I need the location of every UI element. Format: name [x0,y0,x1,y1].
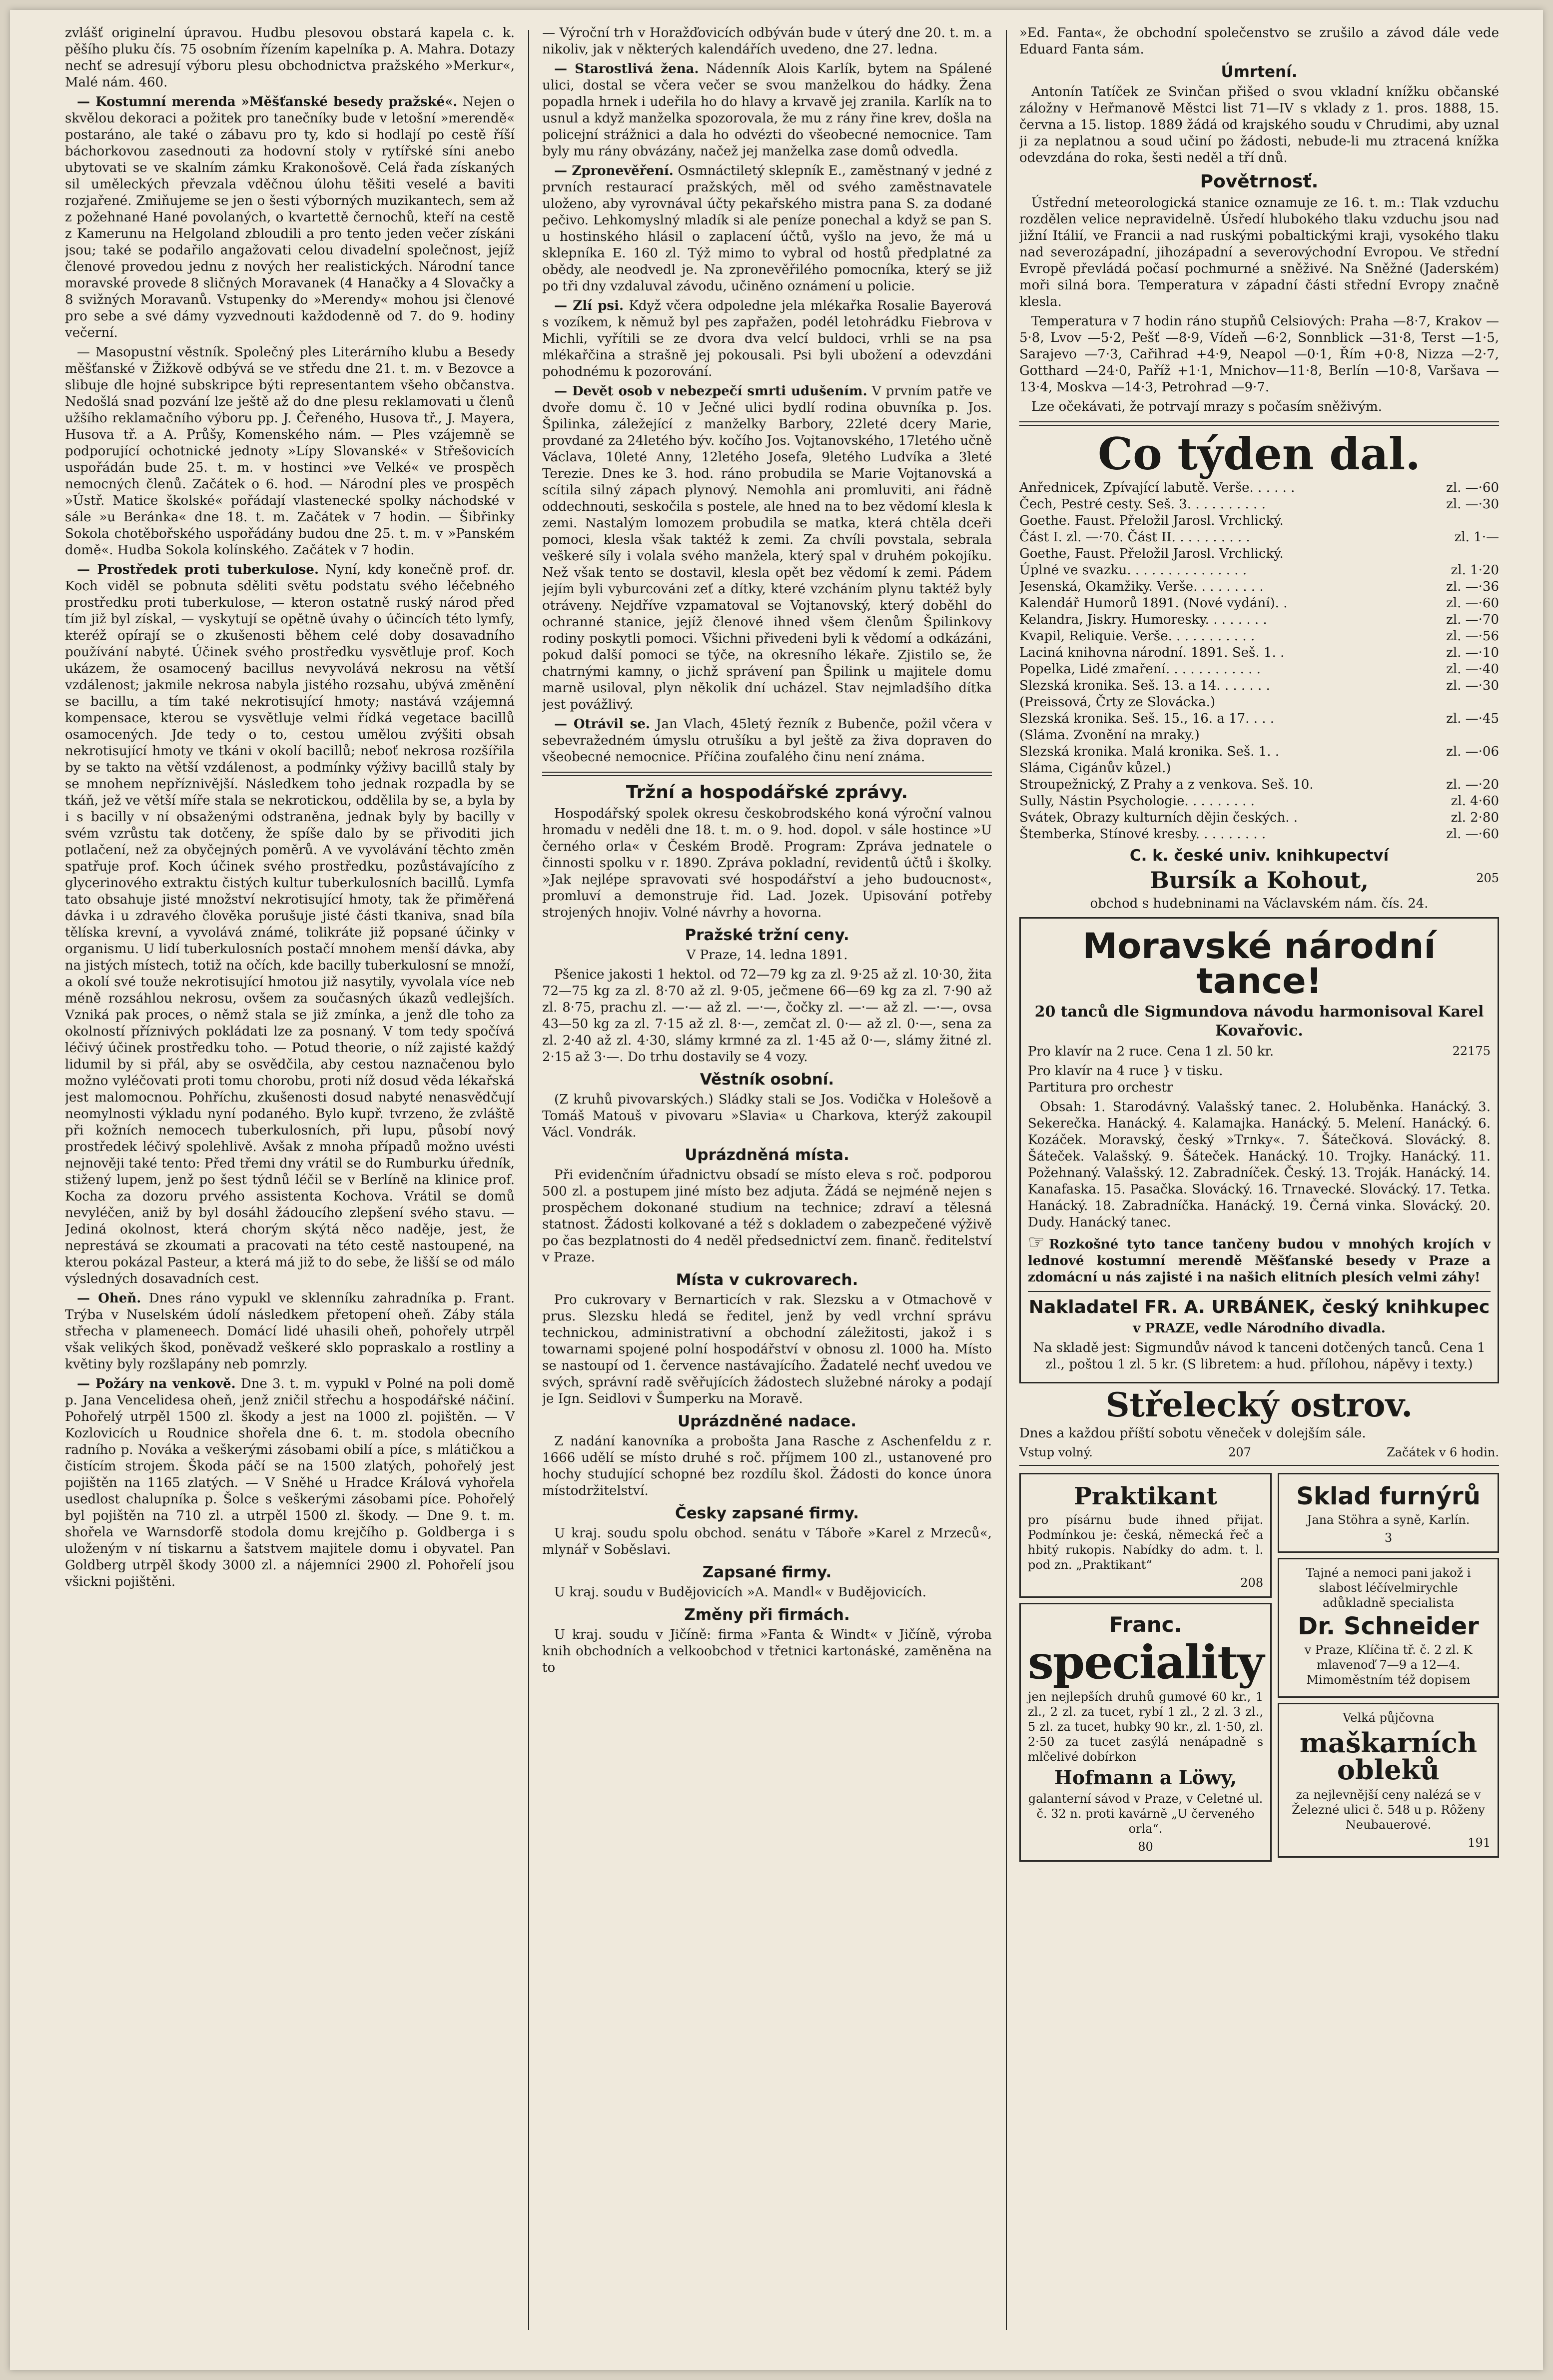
article-title: — Zlí psi. [554,298,624,313]
book-price: zl. —·56 [1446,629,1499,644]
book-price [1424,546,1499,562]
book-list-row [1019,793,1499,810]
book-list-row [1019,694,1499,711]
book-title: Anřednicek, Zpívající labutě. Verše. . . . . . [1019,480,1295,495]
book-list-row [1019,529,1499,546]
ad-heading: Praktikant [1073,1482,1218,1510]
ad-text: Pro klavír na 2 ruce. Cena 1 zl. 50 kr. [1028,1044,1274,1059]
book-list-row [1019,826,1499,843]
publisher-address: v PRAZE, vedle Národního divadla. [1133,1321,1386,1336]
article-text: Ústřední meteorologická stanice oznamuje ze 16. t. m.: Tlak vzduchu rozdělen velice nepravidelně. Úsředí hlubokého tlaku vzduchu jsou nad jižní Itálií, ve Francii a nad ruskými pobaltickými kraji, vysokého tlaku nad severozápadní, jihozápadní a severovýchodní Evropou. Ve střední Evropě převládá počasí pochmurné a sněživé. Na Sněžné (Jaderském) moři silná bora. Temperatura v západní části střední Evropy značně klesla. [1019,195,1499,309]
ad-text: Pro klavír na 4 ruce } v tisku. [1028,1064,1223,1079]
ad-subheading: 20 tanců dle Sigmundova návodu harmonisoval Karel Kovařovic. [1034,1003,1484,1040]
book-title: Sully, Nástin Psychologie. . . . . . . . . [1019,794,1255,809]
book-title: Svátek, Obrazy kulturních dějin českých. . [1019,810,1298,825]
book-list-row [1019,661,1499,678]
section-heading: Tržní a hospodářské zprávy. [626,782,908,803]
book-list-row [1019,579,1499,595]
article-text: U kraj. soudu v Budějovicích »A. Mandl« v Budějovicích. [554,1585,927,1600]
column-1 [65,25,515,2340]
column-2 [542,25,992,2340]
book-list-row [1019,711,1499,727]
ad-text: Jana Stöhra a syně, Karlín. [1307,1513,1470,1527]
ad-heading: Střelecký ostrov. [1105,1385,1413,1424]
article-text: Při evidenčním úřadnictvu obsadí se místo eleva s roč. podporou 500 zl. a postupem jiné místo bez adjuta. Žádá se nejméně nejen s prospěchem dokonané studium na technice; zdraví a tělesná statnost. Žádosti kolkované a též s dokladem o zabezpečené výživě po čas bezplatnosti do 4 neděl předsednictví zem. finanč. ředitelství v Praze. [542,1168,992,1265]
ad-text: Rozkošné tyto tance tančeny budou v mnohých krojích v lednové kostumní merendě Měšťanské besedy v Praze a zdomácní u nás zajisté i na našich elitních plesích velmi záhy! [1028,1237,1491,1285]
book-price: zl. —·60 [1446,480,1499,495]
book-title: Štemberka, Stínové kresby. . . . . . . . . [1019,827,1266,842]
ad-text: Na skladě jest: Sigmundův návod k tanceni dotčených tanců. Cena 1 zl., poštou 1 zl. 5 kr. (S libretem: a hud. přílohou, nápěvy i texty.) [1033,1340,1486,1372]
book-list-row [1019,645,1499,661]
ad-number: 80 [1138,1840,1153,1854]
article-title: — Starostlivá žena. [554,61,699,76]
section-heading: Úmrtení. [1221,63,1298,81]
book-price: zl. —·30 [1446,678,1499,693]
section-divider [1019,421,1499,426]
firm-name: Hofmann a Löwy, [1054,1766,1237,1789]
section-heading: Místa v cukrovarech. [676,1271,858,1289]
book-list-row [1019,777,1499,793]
book-price: zl. —·36 [1446,579,1499,594]
section-heading: Povětrnosť. [1200,171,1319,192]
book-list [1019,480,1499,843]
book-list-row [1019,810,1499,826]
book-list-row [1019,678,1499,694]
article-text: U kraj. soudu spolu obchod. senátu v Táboře »Karel z Mrzeců«, mlynář v Soběslavi. [542,1526,992,1557]
book-title: Goethe, Faust. Přeložil Jarosl. Vrchlický. [1019,546,1284,561]
column-rule [1006,30,1007,2330]
book-title: (Preissová, Črty ze Slovácka.) [1019,695,1216,710]
book-title: Čech, Pestré cesty. Seš. 3. . . . . . . . . . [1019,497,1266,512]
book-title: Stroupežnický, Z Prahy a z venkova. Seš. 10. [1019,777,1314,792]
ad-text: Tajné a nemoci pani jakož i slabost léčívelmirychle adůkladně specialista [1306,1566,1471,1610]
book-price: zl. —·10 [1446,645,1499,660]
book-list-row [1019,546,1499,562]
section-heading: Uprázdněné nadace. [677,1412,857,1430]
book-price: zl. 4·60 [1451,794,1499,809]
section-heading: Pražské tržní ceny. [685,926,849,944]
book-list-row [1019,480,1499,496]
book-title: Úplné ve svazku. . . . . . . . . . . . . . . [1019,563,1247,578]
pointing-hand-icon: ☞ [1028,1231,1045,1253]
ad-heading: speciality [1028,1635,1264,1689]
article-text: Osmnáctiletý sklepník E., zaměstnaný v jedné z prvních restaurací pražských, měl od svého zaměstnavatele uloženo, aby vyrovnával účty pekařského mistra pana S. za dodané pečivo. Lehkomyslný mladík si ale peníze ponechal a když se pan S. u hostinského hlásil o zaplacení účtů, vyšlo na jevo, že má u sklepníka E. 160 zl. Týž mimo to vybral od hostů předplatné za obědy, ale neodvedl je. Na zpronevěřilého pomocníka, který se již po tři dny vzdaluval závodu, učiněno oznámení u policie. [542,163,992,294]
article-text: Antonín Tatíček ze Svinčan přišed o svou vkladní knížku občanské záložny v Heřmanově Městci list 71—IV s vklady z 1. pros. 1888, 15. června a 15. listop. 1889 žádá od krajského soudu v Chrudimi, aby uznal ji za neplatnou a soud učiní po žádosti, nebude-li mu ztracená knížka odevzdána do roka, šesti neděl a tří dnů. [1019,84,1499,165]
article-text: V prvním patře ve dvoře domu č. 10 v Ječné ulici bydlí rodina obuvníka p. Jos. Špilinka, záležející z manželky Barbory, 22leté dcery Marie, provdané za 24letého býv. kočího Jos. Vojtanovského, 17letého učně Václava, 10leté Anny, 12letého Josefa, 9letého Ludvíka a 3leté Terezie. Dnes ke 3. hod. ráno probudila se Marie Vojtanovská a scítila silný zápach plynový. Nemohla ani promluviti, ani řádně oddechnouti, seskočila s postele, ale hned na to bez vědomí klesla k zemi. Nastalým lomozem probudila se matka, která chtěla dceři pomoci, klesla však taktéž k zemi. Za chvíli povstala, sebrala veškeré síly i volala svého manžela, který spal v druhém pokojíku. Než však tento se dostavil, klesla opět bez vědomí k zemi. Pádem jejím byli vyburcováni zeť a dítky, které vzcháním plynu taktéž byly otráveny. Nejdříve vzpamatoval se Vojtanovský, který doběhl do ochranné stanice, jejíž členové ihned všem členům Špilinkovy rodiny poskytli pomoci. Všichni přivedeni byli k vědomí a odkázáni, pokud další pomoci se týče, na okresního lékaře. Zjistilo se, že chatrnými kamny, o jichž správení pan Špilink u majitele domu marně usiloval, plyn několik dní ucházel. Stav nejmladšího dítka jest povážlivý. [542,384,992,712]
book-title: Slezská kronika. Seš. 13. a 14. . . . . . . [1019,678,1270,693]
ad-heading: Moravské národní tance! [1082,926,1436,1002]
book-title: Kvapil, Reliquie. Verše. . . . . . . . . . . [1019,629,1255,644]
publisher-name: Nakladatel FR. A. URBÁNEK, český knihkupec [1028,1297,1490,1317]
ad-text: Obsah: 1. Starodávný. Valašský tanec. 2. Holuběnka. Hanácký. 3. Sekerečka. Hanácký. 4. Kalamajka. Hanácký. 5. Melení. Hanácký. 6. Kozáček. Moravský, český »Trnky«. 7. Šátečková. Slovácký. 8. Šáteček. Valašský. 9. Šáteček. Hanácký. 10. Trojky. Hanácký. 11. Požehnaný. Valašský. 12. Zabradníček. Český. 13. Troják. Hanácký. 14. Kanafaska. 15. Pasačka. Slovácký. 16. Trnavecké. Slovácký. 17. Tetka. Hanácký. 18. Zabradníčka. Hanácký. 19. Černá vinka. Slovácký. 20. Dudy. Hanácký tanec. [1028,1100,1491,1230]
article-text: — Výroční trh v Horažďovicích odbýván bude v úterý dne 20. t. m. a nikoliv, jak v některých kalendářích uvedeno, dne 27. ledna. [542,25,992,57]
article-text: Temperatura v 7 hodin ráno stupňů Celsiových: Praha —8·7, Krakov —5·8, Lvov —5·2, Pešť —8·9, Vídeň —6·2, Sonnblick —31·8, Terst —1·5, Sarajevo —7·3, Cařihrad +4·9, Neapol —0·1, Řím +0·8, Nizza —2·7, Gotthard —24·0, Paříž +1·1, Mnichov—11·8, Berlín —10·8, Varšava —13·4, Moskva —14·3, Petrohrad —9·7. [1019,314,1499,395]
divider [1028,1291,1491,1292]
book-price [1424,727,1499,744]
book-title: Popelka, Lidé zmaření. . . . . . . . . . . . [1019,662,1261,677]
ad-text: Dnes a každou příští sobotu věneček v dolejším sále. [1019,1426,1366,1441]
section-heading: Uprázdněná místa. [685,1146,849,1164]
book-list-row [1019,760,1499,777]
article-text: Nejen o skvělou dekoraci a požitek pro tanečníky bude v letošní »merendě« postaráno, ale také o zábavu pro ty, kdo si hodlají po cestě říší báchorkovou zasednouti za hodovní stoly v rytířské síni anebo ubytovati se ve skalním zámku Krakonošově. Celá řada získaných sil uměleckých převzala vděčnou úlohu těšiti veselé a baviti rozjařené. Zmiňujeme se jen o šesti výborných muzikantech, sem až z požehnané Hané povolaných, o kvartettě černochů, kteří na cestě z Kamerunu na Helgoland zbloudili a pro tento jeden večer získáni jsou; také se podařilo angažovati celou divadelní společnost, jejíž členové provedou jednu z nových her realistických. Národní tance moravské provede 8 sličných Moravanek (4 Hanačky a 4 Slovačky a 8 svižných Moravanů. Vstupenky do »Merendy« mohou jsi členové pro sebe a své dámy vyzvednouti každodenně od 7. do 9. hodiny večerní. [65,94,515,340]
ad-text: Partitura pro orchestr [1028,1080,1173,1095]
article-text: U kraj. soudu v Jičíně: firma »Fanta & Windt« v Jičíně, výroba knih obchodních a velkoobchod v třetnici kartonáské, zaměněna na to [542,1627,992,1675]
section-divider [542,772,992,776]
ad-heading: maškarních obleků [1299,1727,1478,1786]
article-text: Pšenice jakosti 1 hektol. od 72—79 kg za zl. 9·25 až zl. 10·30, žita 72—75 kg za zl. 8·70 až zl. 9·05, ječmene 66—69 kg za zl. 7·90 až zl. 8·75, prachu zl. —·— až zl. —·—, čočky zl. —·— až zl. —·—, ovsa 43—50 kg za zl. 7·15 až zl. 8·—, zemčat zl. 0·— až zl. 0·—, sena za zl. 2·40 až zl. 4·30, slámy krmné za zl. 1·45 až 0·—, slámy žitné zl. 2·15 až 3·—. Do trhu dostavily se 4 vozy. [542,967,992,1065]
bookshop-title: C. k. české univ. knihkupectví [1129,847,1389,865]
ad-number: 205 [1476,871,1499,885]
article-title: — Požáry na venkově. [77,1376,236,1391]
ad-text: v Praze, Klíčina tř. č. 2 zl. K mlavenoď 7—9 a 12—4. Mimoměstním též dopisem [1304,1643,1473,1687]
book-title: Kalendář Humorů 1891. (Nové vydání). . [1019,596,1288,611]
book-title: Jesenská, Okamžiky. Verše. . . . . . . . . [1019,579,1264,594]
book-price: zl. —·40 [1446,662,1499,677]
book-price [1424,760,1499,777]
article-text: »Ed. Fanta«, že obchodní společenstvo se zrušilo a závod dále vede Eduard Fanta sám. [1019,25,1499,57]
bookshop-name: Bursík a Kohout, [1149,867,1369,894]
book-list-row [1019,727,1499,744]
book-title: Slezská kronika. Seš. 15., 16. a 17. . . . [1019,711,1275,726]
book-price: zl. 1·— [1454,530,1499,545]
article-title: — Otrávil se. [554,717,650,732]
ad-text: jen nejlepších druhů gumové 60 kr., 1 zl., 2 zl. za tucet, rybí 1 zl., 2 zl. 3 zl., 5 zl. za tucet, hubky 90 kr., zl. 1·50, zl. 2·50 za tucet zasýlá nenápadně s mlčelivé dobírkon [1028,1690,1264,1764]
article-text: Když včera odpoledne jela mlékařka Rosalie Bayerová s vozíkem, k němuž byl pes zapřažen, podél letohrádku Fiebrova v Michli, vyřítili se ze dvora dva velcí buldoci, vrhli se na psa mlékařčina a strašně jej pokousali. Psi byli ubožení a odevzdáni pohodnému k pozorování. [542,298,992,379]
book-list-row [1019,562,1499,579]
article-title: — Kostumní merenda »Měšťanské besedy pražské«. [77,94,458,109]
book-list-row [1019,496,1499,513]
ad-text: galanterní sávod v Praze, v Celetné ul. č. 32 n. proti kavárně „U červeného orla“. [1028,1792,1263,1836]
article-text: (Z kruhů pivovarských.) Sládky stali se Jos. Vodička v Holešově a Tomáš Matouš v pivovaru »Slavia« u Charkova, kterýž zakoupil Václ. Vondrák. [542,1092,992,1140]
section-heading: Změny při firmách. [684,1606,850,1624]
book-list-row [1019,513,1499,529]
article-text: Jan Vlach, 45letý řezník z Bubenče, požil včera v sebevražedném úmyslu otrušíku a byl ještě za živa dopraven do všeobecné nemocnice. Příčina zoufalého činu není známa. [542,717,992,765]
book-price [1424,694,1499,711]
newspaper-page [10,10,1543,2370]
book-title: Goethe. Faust. Přeložil Jarosl. Vrchlický. [1019,513,1284,528]
article-text: Nádenník Alois Karlík, bytem na Spálené ulici, dostal se včera večer se svou manželkou do hádky. Žena popadla hrnek i udeřila ho do hlavy a krvavě jej zranila. Karlík na to usnul a když manželka spozorovala, že mu z rány řine krev, došla na policejní strážnici a dala ho odvézti do všeobecné nemocnice. Tam byly mu rány obvázány, načež jej manželka zase domů odvedla. [542,61,992,159]
doctor-name: Dr. Schneider [1298,1612,1479,1640]
ad-text: pro písárnu bude ihned přijat. Podmínkou je: česká, německá řeč a hbitý rukopis. Nabídky do adm. t. l. pod zn. „Praktikant“ [1028,1513,1264,1572]
book-title: Laciná knihovna národní. 1891. Seš. 1. . [1019,645,1285,660]
book-title: Sláma, Cigánův kůzel.) [1019,761,1171,776]
ad-text: Začátek v 6 hodin. [1387,1445,1499,1459]
article-title: — Oheň. [77,1291,141,1306]
book-price: zl. —·06 [1446,744,1499,759]
book-title: Kelandra, Jiskry. Humoresky. . . . . . . . [1019,612,1267,627]
ad-text: Velká půjčovna [1343,1711,1435,1725]
article-text: Lze očekávati, že potrvají mrazy s počasím sněživým. [1031,399,1382,414]
ad-number: 208 [1240,1576,1264,1590]
article-text: zvlášť originelní úpravou. Hudbu plesovou obstará kapela c. k. pěšího pluku čís. 75 osobním řízením kapelníka p. A. Mahra. Dotazy nechť se adresují výboru plesu obchodnictva pražského »Merkur«, Malé nám. 460. [65,25,515,90]
ad-text: Vstup volný. [1019,1445,1093,1459]
book-list-row [1019,612,1499,628]
ad-number: 3 [1384,1531,1393,1545]
section-heading: Česky zapsané firmy. [675,1504,859,1522]
article-title: — Prostředek proti tuberkulose. [77,562,319,577]
column-3 [1019,25,1499,2340]
book-price [1424,513,1499,529]
article-text: Hospodářský spolek okresu českobrodského koná výroční valnou hromadu v neděli dne 18. t. m. o 9. hod. dopol. v sále hostince »U černého orla« v Českém Brodě. Program: Zpráva jednatele o činnosti spolku v r. 1890. Zpráva pokladní, revidentů účtů i školky. »Jak nejlépe spravovati své hospodářství a jeho budoucnost«, promluví a demonstruje řid. Lad. Jozek. Upisování potřeby strojených hnojiv. Volné návrhy a hovorna. [542,806,992,920]
book-price: zl. —·60 [1446,827,1499,842]
divider [1019,1465,1499,1466]
article-text: — Masopustní věstník. Společný ples Literárního klubu a Besedy měšťanské v Žižkově odbývá se ve středu dne 21. t. m. v Bezovce a slibuje dle hojné subskripce býti representantem všeho občanstva. Nedošlá snad pozvání lze ještě až do dne plesu reklamovati u členů užšího reklamačního výboru pp. J. Čeřeného, Husova tř., J. Mayera, Husova tř. a A. Průšy, Komenského nám. — Ples vzájemně se podporující ochotnické jednoty »Lípy Slovanské« v Střešovicích uspořádán bude 25. t. m. v hostinci »ve Velké« ve prospěch nemocných členů. Začátek o 6. hod. — Národní ples ve prospěch »Ústř. Matice školské« pořádají vlastenecké spolky náchodské v sále »u Beránka« dne 18. t. m. Začátek v 7 hodin. — Šibřinky Sokola chotěbořského uspořádány budou dne 25. t. m. v »Panském domě«. Hudba Sokola kolínského. Začátek v 7 hodin. [65,345,515,558]
ad-number: 207 [1228,1445,1251,1459]
section-heading: Věstník osobní. [700,1071,834,1089]
book-price: zl. 2·80 [1451,810,1499,825]
article-text: Dne 3. t. m. vypukl v Polné na poli domě p. Jana Vencelidesa oheň, jenž zničil střechu a hospodářské náčiní. Pohořelý utrpěl 1500 zl. škody a jest na 1000 zl. pojištěn. — V Kozlovicích u Roudnice shořela dne 6. t. m. stodola obecního radního p. Nováka a veškerými zásobami obilí a píce, s mlátičkou a čistícím strojem. Škoda páčí se na 1500 zlatých, pohořelý jest pojištěn na 1165 zlatých. — V Sněhé u Hradce Králová vyhořela usedlost chalupníka p. Šolce s veškerými zásobami píce. Pohořelý byl pojištěn na 710 zl. a utrpěl 1500 zl. škody. — Dne 9. t. m. shořela ve Warnsdorfě stodola domu krejčího p. Goldberga i s uloženým v ní tiskarnu a šatstvem majitele domu i obyvatel. Pan Goldberg utrpěl škody 3000 zl. a nájemníci 2900 zl. Pohořelí jsou všickni pojištěni. [65,1376,515,1589]
ad-text: za nejlevnější ceny nalézá se v Železné ulici č. 548 u p. Rôženy Neubauerové. [1292,1788,1485,1832]
book-price: zl. —·20 [1446,777,1499,792]
article-text: Nyní, kdy konečně prof. dr. Koch viděl se pobnuta sděliti světu podstatu svého léčebného prostředku proti tuberkulose, — kteron ostatně ruský národ před tím již byl získal, — vyskytují se opětně úvahy o účincích této lymfy, kteréž opírají se o zkušenosti během celé doby dosavadního používání nabyté. Účinek svého prostředku vysvětluje prof. Koch ukázem, že osamocený bacillus nevyvolává nekrosu na větší vzdálenost; jakmile nekrosa nabyla jistého rozsahu, ubývá změnění se bacillu, a tím také nekrotisující hmoty; nastává vzájemná kompensace, kterou se vysvětluje velmi řídká vegetace bacillů osamocených. Jde tedy o to, cestou umělou zvýšiti obsah nekrotisující hmoty ve tkáni v okolí bacillů; neboť nekrosa rozšířila by se takto na větší vzdálenost, a podmínky výživy bacillů staly by se mnohem nepříznivější. Následkem toho jednak rozpadla by se tkáň, jež ve větší míře stala se nekrotickou, oddělila by se, a byla by i s bacilly v ní obsaženými odstraněna, jednak byly by bacilly v svém vzrůstu tak dotčeny, že spíše dalo by se přivoditi jich potlačení, než za obyčejných poměrů. A ve vyvolávání těchto změn spatřuje prof. Koch účinek svého prostředku, pozůstávajícího z glycerinového extraktu čistých kultur tuberkulosních bacillů. Lymfa tato obsahuje jisté množství nekrotisující hmoty, tak že přiměřená dávka i u zdravého člověka porušuje jisté části tkaniva, snad bíla tělíska krevní, a vyvolává známé, tolikráte již popsané účinky v organismu. U lidí tuberkulosních postačí mnohem menší dávka, aby na jistých místech, totiž na očích, kde bacilly tuberkulosní se množí, a okolí své touže nekrotisující hmotou již nasytily, vyvolala více neb méně rozsáhlou nekrosu, ovšem za současných úkazů vedlejších. Vzniká pak proces, o němž stala se již zmínka, a jenž dle toho za okolností příznivých pokládati lze za posnaný. V tom tedy spočívá léčivý účinek prostředku toho. — Potud theorie, o níž zajisté každý lidumil by si přál, aby se osvědčila, aby cestou naznačenou bylo možno vyléčovati proti tomu chorobu, proti níž dosud věda lékařská jest malomocnou. Pohříchu, zkušenosti dosud nabyté nenasvědčují neomylnosti výkladu nyní podaného. Bylo kupř. tvrzeno, že zvláště při kožních nemocech tuberkulosních, při lupu, působí nový prostředek léčivý spolehlivě. Avšak z mnoha případů možno uvésti nejnověji také tento: Před třemi dny vrátil se do Rumburku úředník, stižený lupem, jenž po šest týdnů léčil se v Berlíně na klinice prof. Kocha za dozoru prvého assistenta Kochova. Vrátil se domů nevyléčen, aniž by byl dosáhl žádoucího zlepšení svého stavu. — Jediná okolnost, která chorým skýtá něco naděje, jest, že neprestává se zkoumati a pracovati na této cestě nastoupené, na kterou pokázal Pasteur, a která má již to do sebe, že lišší se od málo výsledných dosavadních cest. [65,562,515,1286]
book-title: Slezská kronika. Malá kronika. Seš. 1. . [1019,744,1280,759]
article-text: Dnes ráno vypukl ve sklenníku zahradníka p. Frant. Trýba v Nuselském údolí následkem přetopení oheň. Záby stála střecha v plameneech. Domácí lidé uhasili oheň, pohořely utrpěl však velikých škod, poněvadž veškeré sklo popraskalo a rostliny a květiny byly rozšlapány neb pomrzly. [65,1291,515,1372]
column-rule [528,30,529,2330]
book-list-row [1019,744,1499,760]
ad-heading: Co týden dal. [1098,428,1421,480]
book-list-row [1019,595,1499,612]
article-text: Pro cukrovary v Bernarticích v rak. Slezsku a v Otmachově v prus. Slezsku hledá se ředitel, jenž by vedl vrchní správu technickou, administrativní a obchodní záležitosti, jakož i s towarnami spojené polní hospodářství v obnosu zl. 1000 ha. Místo se nastoupí od 1. července nastávajícího. Žadatelé nechť uvedou ve svých, správní radě svěřujících žádostech služebné nároky a podají je Ign. Seidlovi v Šumperku na Moravě. [542,1292,992,1406]
dateline: V Praze, 14. ledna 1891. [686,948,848,963]
book-title: Část I. zl. —·70. Část II. . . . . . . . . . [1019,530,1250,545]
book-price: zl. —·60 [1446,596,1499,611]
bookshop-address: obchod s hudebninami na Václavském nám. čís. 24. [1090,896,1429,911]
ad-heading: Franc. [1109,1612,1182,1637]
book-price: zl. —·45 [1446,711,1499,726]
book-title: (Sláma. Zvonění na mraky.) [1019,728,1200,743]
ad-heading: Sklad furnýrů [1296,1482,1481,1510]
article-text: Z nadání kanovníka a probošta Jana Rasche z Aschenfeldu z r. 1666 udělí se místo druhé s roč. příjmem 100 zl., ustanovené pro hochy studující schopné bez rozdílu škol. Žádosti do konce února místodržitelství. [542,1434,992,1498]
article-title: — Zpronevěření. [554,163,674,178]
book-list-row [1019,628,1499,645]
book-price: zl. —·70 [1446,612,1499,627]
ad-number: 22175 [1452,1044,1491,1058]
article-title: — Devět osob v nebezpečí smrti udušením. [554,384,867,399]
section-heading: Zapsané firmy. [702,1563,832,1581]
book-price: zl. 1·20 [1451,563,1499,578]
ad-number: 191 [1468,1836,1491,1850]
book-price: zl. —·30 [1446,497,1499,512]
